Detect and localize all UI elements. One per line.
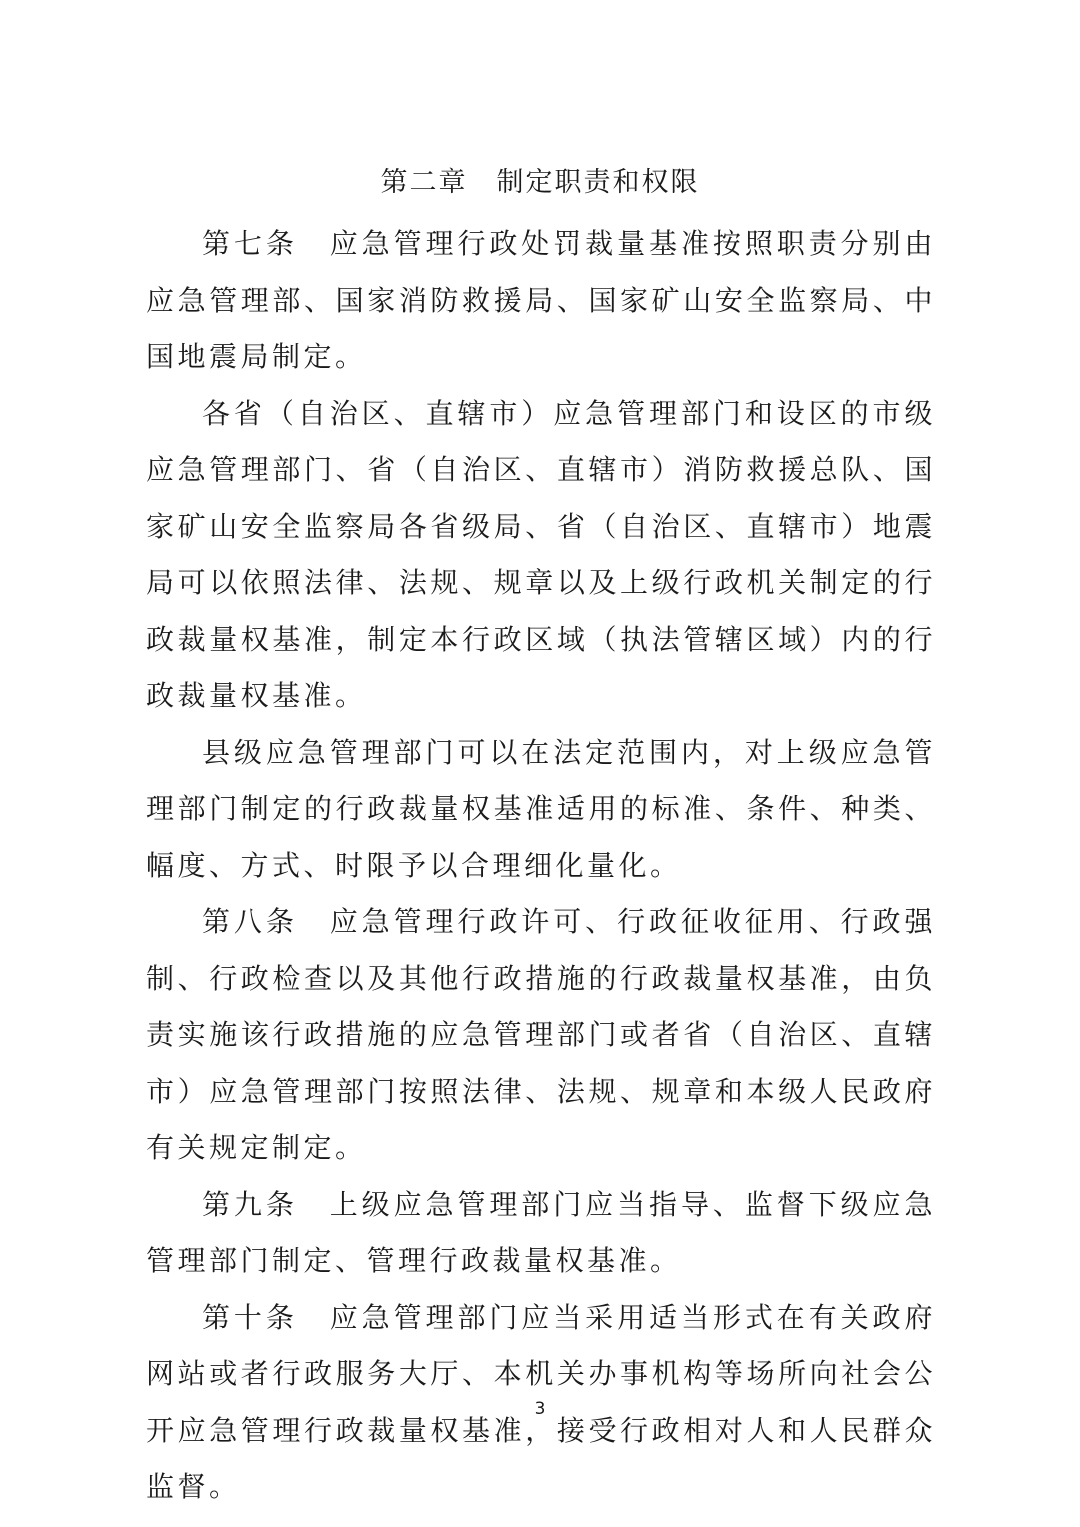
page-number: 3 xyxy=(534,1399,546,1419)
article-9-paragraph: 第九条 上级应急管理部门应当指导、监督下级应急管理部门制定、管理行政裁量权基准。 xyxy=(146,1187,936,1277)
article-7-paragraph: 第七条 应急管理行政处罚裁量基准按照职责分别由应急管理部、国家消防救援局、国家矿山安全监察局、中国地震局制定。 xyxy=(146,227,936,373)
chapter-title: 第二章 制定职责和权限 xyxy=(380,167,700,198)
document-body xyxy=(146,216,936,1516)
article-8-paragraph: 第八条 应急管理行政许可、行政征收征用、行政强制、行政检查以及其他行政措施的行政裁量权基准，由负责实施该行政措施的应急管理部门或者省（自治区、直辖市）应急管理部门按照法律、法规、规章和本级人民政府有关规定制定。 xyxy=(146,905,936,1164)
provincial-standards-paragraph: 各省（自治区、直辖市）应急管理部门和设区的市级应急管理部门、省（自治区、直辖市）消防救援总队、国家矿山安全监察局各省级局、省（自治区、直辖市）地震局可以依照法律、法规、规章以及上级行政机关制定的行政裁量权基准，制定本行政区域（执法管辖区域）内的行政裁量权基准。 xyxy=(146,396,936,712)
county-level-paragraph: 县级应急管理部门可以在法定范围内，对上级应急管理部门制定的行政裁量权基准适用的标准、条件、种类、幅度、方式、时限予以合理细化量化。 xyxy=(146,735,936,882)
article-10-paragraph: 第十条 应急管理部门应当采用适当形式在有关政府网站或者行政服务大厅、本机关办事机构等场所向社会公开应急管理行政裁量权基准，接受行政相对人和人民群众监督。 xyxy=(146,1300,936,1503)
